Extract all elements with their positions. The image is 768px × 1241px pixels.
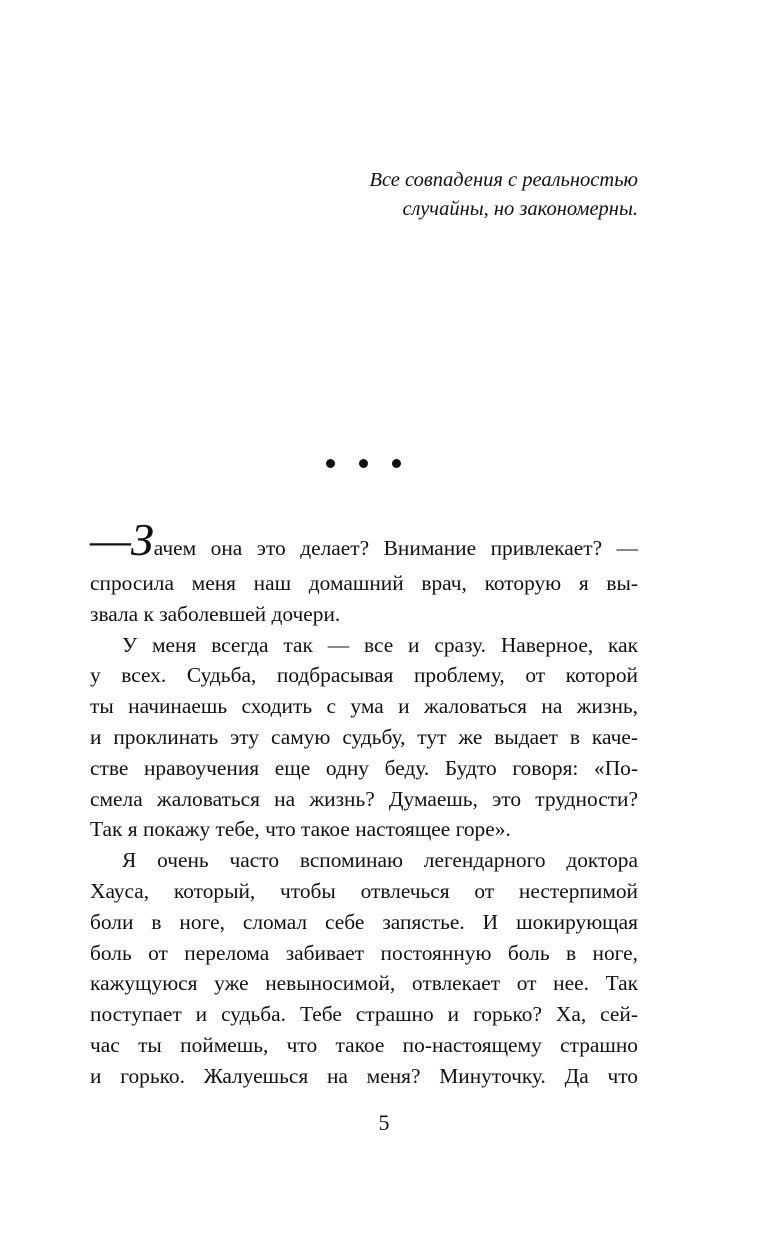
text-line: кажущуюся уже невыносимой, отвлекает от нее. Так	[90, 971, 638, 996]
text-line: и горько. Жалуешься на меня? Минуточку. Да что	[90, 1063, 638, 1088]
text-line: звала к заболевшей дочери.	[90, 601, 341, 626]
chapter-text	[90, 514, 638, 1092]
text-line	[90, 514, 638, 568]
text-line: Хауса, который, чтобы отвлечься от нестерпимой	[90, 878, 638, 903]
text-line: у всех. Судьба, подбрасывая проблему, от которой	[90, 663, 638, 688]
text-line: У меня всегда так — все и сразу. Наверное, как	[122, 632, 638, 657]
text-line: и проклинать эту самую судьбу, тут же выдает в каче-	[90, 724, 638, 749]
page-number: 5	[378, 1110, 390, 1135]
text-line: боль от перелома забивает постоянную боль в ноге,	[90, 940, 638, 965]
separator-dot	[359, 459, 368, 468]
text-line: поступает и судьба. Тебе страшно и горько? Ха, сей-	[90, 1002, 638, 1027]
separator-dot	[326, 459, 335, 468]
text-line: Так я покажу тебе, что такое настоящее горе».	[90, 817, 511, 842]
text-line: час ты поймешь, что такое по-настоящему страшно	[90, 1032, 638, 1057]
epigraph-line: случайны, но закономерны.	[402, 198, 638, 220]
text-line: стве нравоучения еще одну беду. Будто говоря: «По-	[90, 755, 638, 780]
text-line: ты начинаешь сходить с ума и жаловаться на жизнь,	[90, 694, 638, 719]
drop-cap: —З	[90, 514, 154, 565]
section-separator	[326, 456, 401, 470]
text-line-content: ачем она это делает? Внимание привлекает? —	[153, 536, 638, 560]
text-line: боли в ноге, сломал себе запястье. И шокирующая	[90, 909, 638, 934]
text-line: смела жаловаться на жизнь? Думаешь, это трудности?	[90, 786, 638, 811]
epigraph-line: Все совпадения с реальностью	[369, 169, 638, 191]
text-line: Я очень часто вспоминаю легендарного доктора	[122, 848, 638, 873]
epigraph	[369, 166, 638, 224]
text-line: спросила меня наш домашний врач, которую я вы-	[90, 571, 638, 595]
separator-dot	[392, 459, 401, 468]
